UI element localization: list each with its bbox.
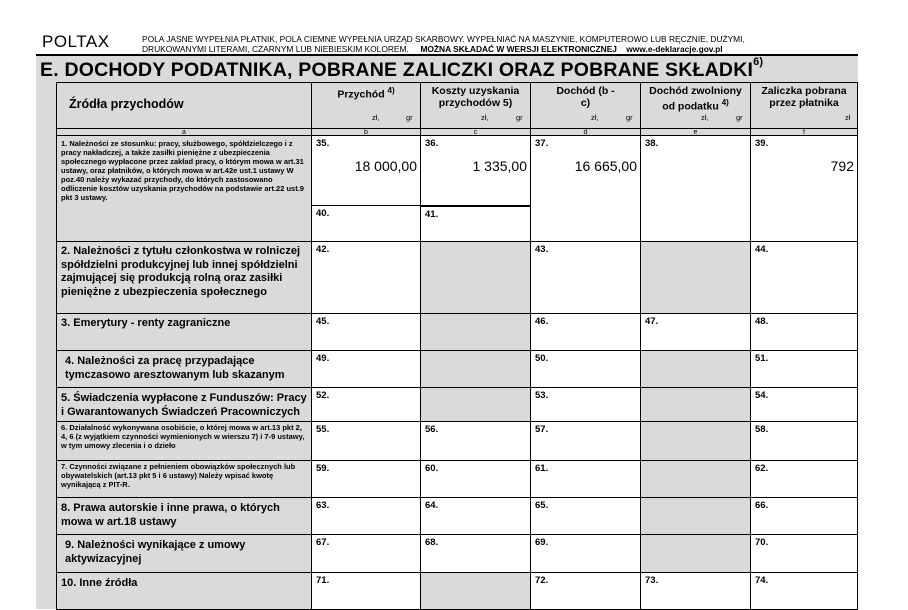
field-54[interactable]	[750, 387, 858, 422]
column-letter-e: e	[640, 128, 751, 136]
column-header-b	[311, 82, 421, 129]
field-56-number: 56.	[425, 424, 439, 435]
field-60-number: 60.	[425, 463, 439, 474]
field-63[interactable]	[311, 497, 421, 535]
field-40-number: 40.	[316, 208, 330, 219]
row-9-label: 9. Należności wynikające z umowy aktywizacyjnej	[56, 534, 312, 573]
field-43[interactable]	[530, 241, 641, 314]
field-39-value: 792	[830, 158, 854, 174]
row-2-cell-e	[640, 241, 751, 314]
field-36[interactable]	[420, 135, 531, 206]
column-header-b-title-text: Przychód	[337, 88, 385, 101]
row-10-label: 10. Inne źródła	[56, 572, 312, 610]
field-41[interactable]	[420, 205, 531, 242]
field-35-value: 18 000,00	[354, 158, 417, 174]
field-69-number: 69.	[535, 537, 549, 548]
field-68-number: 68.	[425, 537, 439, 548]
field-46[interactable]	[530, 313, 641, 351]
field-56[interactable]	[420, 421, 531, 461]
column-header-f	[750, 82, 858, 129]
field-52-number: 52.	[316, 390, 330, 401]
column-header-b-unit-zl: zł,	[372, 113, 380, 122]
column-header-a-title: Źródła przychodów	[69, 97, 184, 111]
field-70-number: 70.	[755, 537, 769, 548]
field-35[interactable]	[311, 135, 421, 206]
field-41-number: 41.	[425, 209, 439, 220]
column-header-e	[640, 82, 751, 129]
field-59[interactable]	[311, 460, 421, 498]
field-53[interactable]	[530, 387, 641, 422]
instructions-url: www.e-deklaracje.gov.pl	[626, 44, 723, 54]
row-6-label: 6. Działalność wykonywana osobiście, o której mowa w art.13 pkt 2, 4, 6 (z wyjątkiem czynności wymienionych w wierszu 7) i 7-9 ustawy, w tym umowy zlecenia i o dzieło	[56, 421, 312, 461]
field-54-number: 54.	[755, 390, 769, 401]
field-68[interactable]	[420, 534, 531, 573]
column-header-f-title: Zaliczka pobrana przez płatnika	[761, 85, 847, 109]
column-header-b-footnote: 4)	[387, 86, 395, 95]
row-5-label: 5. Świadczenia wypłacone z Funduszów: Pracy i Gwarantowanych Świadczeń Pracowniczych	[56, 387, 312, 422]
column-header-e-unit-gr: gr	[736, 113, 743, 122]
field-58[interactable]	[750, 421, 858, 461]
income-table	[56, 82, 858, 609]
column-header-b-title	[312, 83, 420, 101]
field-53-number: 53.	[535, 390, 549, 401]
column-header-e-footnote: 4)	[721, 98, 729, 107]
field-72-number: 72.	[535, 575, 549, 586]
row-3-cell-c	[420, 313, 531, 351]
field-73[interactable]	[640, 572, 751, 610]
field-44[interactable]	[750, 241, 858, 314]
section-title-footnote: 6)	[753, 56, 764, 68]
field-49[interactable]	[311, 350, 421, 388]
row-7-label: 7. Czynności związane z pełnieniem obowiązków społecznych lub obywatelskich (art.13 pkt 5 i 6 ustawy) Należy wpisać kwotę wynikającą z PIT-R.	[56, 460, 312, 498]
field-50[interactable]	[530, 350, 641, 388]
field-49-number: 49.	[316, 353, 330, 364]
column-header-d-title: Dochód (b - c)	[556, 85, 615, 109]
column-header-a	[56, 82, 312, 129]
field-37[interactable]	[530, 135, 641, 242]
field-70[interactable]	[750, 534, 858, 573]
field-39-number: 39.	[755, 138, 769, 149]
row-8-cell-e	[640, 497, 751, 535]
field-61-number: 61.	[535, 463, 549, 474]
section-e	[36, 56, 858, 609]
field-52[interactable]	[311, 387, 421, 422]
field-74-number: 74.	[755, 575, 769, 586]
column-header-d	[530, 82, 641, 129]
field-55-number: 55.	[316, 424, 330, 435]
field-46-number: 46.	[535, 316, 549, 327]
field-69[interactable]	[530, 534, 641, 573]
field-42-number: 42.	[316, 244, 330, 255]
field-62-number: 62.	[755, 463, 769, 474]
field-45-number: 45.	[316, 316, 330, 327]
field-38-number: 38.	[645, 138, 659, 149]
column-header-d-unit-zl: zł,	[591, 113, 599, 122]
row-3-label: 3. Emerytury - renty zagraniczne	[56, 313, 312, 351]
field-67-number: 67.	[316, 537, 330, 548]
field-35-number: 35.	[316, 138, 330, 149]
field-40[interactable]	[311, 205, 421, 242]
field-45[interactable]	[311, 313, 421, 351]
field-37-number: 37.	[535, 138, 549, 149]
row-4-cell-e	[640, 350, 751, 388]
field-74[interactable]	[750, 572, 858, 610]
column-header-c-unit-gr: gr	[516, 113, 523, 122]
field-61[interactable]	[530, 460, 641, 498]
field-72[interactable]	[530, 572, 641, 610]
field-50-number: 50.	[535, 353, 549, 364]
row-4-label: 4. Należności za pracę przypadające tymczasowo aresztowanym lub skazanym	[56, 350, 312, 388]
instructions-line-2	[142, 44, 745, 54]
column-letter-c: c	[420, 128, 531, 136]
column-header-d-unit-gr: gr	[626, 113, 633, 122]
row-6-cell-e	[640, 421, 751, 461]
field-62[interactable]	[750, 460, 858, 498]
field-57[interactable]	[530, 421, 641, 461]
form-instructions	[142, 34, 745, 54]
column-letter-a: a	[56, 128, 312, 136]
row-4-cell-c	[420, 350, 531, 388]
field-60[interactable]	[420, 460, 531, 498]
column-header-c-unit-zl: zł,	[481, 113, 489, 122]
field-66-number: 66.	[755, 500, 769, 511]
column-header-c	[420, 82, 531, 129]
instructions-electronic: MOŻNA SKŁADAĆ W WERSJI ELEKTRONICZNEJ	[420, 44, 617, 54]
column-letter-b: b	[311, 128, 421, 136]
field-58-number: 58.	[755, 424, 769, 435]
field-51[interactable]	[750, 350, 858, 388]
field-65-number: 65.	[535, 500, 549, 511]
column-header-f-unit-zl: zł	[845, 113, 851, 122]
field-39[interactable]	[750, 135, 858, 242]
section-title	[40, 56, 764, 82]
row-5-cell-e	[640, 387, 751, 422]
field-71[interactable]	[311, 572, 421, 610]
row-5-cell-c	[420, 387, 531, 422]
field-73-number: 73.	[645, 575, 659, 586]
field-38[interactable]	[640, 135, 751, 242]
field-42[interactable]	[311, 241, 421, 314]
field-71-number: 71.	[316, 575, 330, 586]
field-64-number: 64.	[425, 500, 439, 511]
column-letter-f: f	[750, 128, 858, 136]
instructions-line-2-part-1: DRUKOWANYMI LITERAMI, CZARNYM LUB NIEBIESKIM KOLOREM.	[142, 44, 409, 54]
column-header-e-unit-zl: zł,	[701, 113, 709, 122]
field-63-number: 63.	[316, 500, 330, 511]
column-header-e-title-text: Dochód zwolniony od podatku	[649, 85, 742, 113]
column-header-b-unit-gr: gr	[406, 113, 413, 122]
row-2-cell-c	[420, 241, 531, 314]
column-header-e-title	[641, 83, 750, 113]
field-59-number: 59.	[316, 463, 330, 474]
row-9-cell-e	[640, 534, 751, 573]
field-43-number: 43.	[535, 244, 549, 255]
field-44-number: 44.	[755, 244, 769, 255]
row-2-label: 2. Należności z tytułu członkostwa w rolniczej spółdzielni produkcyjnej lub innej spółdzielni zajmującej się produkcją rolną oraz zasiłki pieniężne z ubezpieczenia społecznego	[56, 241, 312, 314]
field-65[interactable]	[530, 497, 641, 535]
form-logo: POLTAX	[42, 32, 110, 51]
instructions-line-1: POLA JASNE WYPEŁNIA PŁATNIK, POLA CIEMNE WYPEŁNIA URZĄD SKARBOWY. WYPEŁNIAĆ NA MASZYNIE, KOMPUTEROWO LUB RĘCZNIE, DUŻYMI,	[142, 34, 745, 44]
column-header-c-title: Koszty uzyskania przychodów 5)	[431, 85, 520, 109]
row-7-cell-e	[640, 460, 751, 498]
field-64[interactable]	[420, 497, 531, 535]
field-66[interactable]	[750, 497, 858, 535]
field-55[interactable]	[311, 421, 421, 461]
field-36-number: 36.	[425, 138, 439, 149]
field-51-number: 51.	[755, 353, 769, 364]
row-8-label: 8. Prawa autorskie i inne prawa, o których mowa w art.18 ustawy	[56, 497, 312, 535]
field-48-number: 48.	[755, 316, 769, 327]
section-title-text: E. DOCHODY PODATNIKA, POBRANE ZALICZKI ORAZ POBRANE SKŁADKI	[40, 59, 754, 81]
column-letter-d: d	[530, 128, 641, 136]
field-47[interactable]	[640, 313, 751, 351]
field-57-number: 57.	[535, 424, 549, 435]
field-37-value: 16 665,00	[574, 158, 637, 174]
field-47-number: 47.	[645, 316, 659, 327]
section-left-strip	[36, 82, 56, 609]
field-67[interactable]	[311, 534, 421, 573]
field-48[interactable]	[750, 313, 858, 351]
row-10-cell-c	[420, 572, 531, 610]
field-36-value: 1 335,00	[472, 158, 527, 174]
row-1-label: 1. Należności ze stosunku: pracy, służbowego, spółdzielczego i z pracy nakładczej, a także zasiłki pieniężne z ubezpieczenia społecznego wypłacone przez zakład pracy, o którym mowa w art.31 ustawy, oraz płatników, o których mowa w art.42e ust.1 ustawy W poz.40 należy wykazać przychody, do których zastosowano odliczenie kosztów uzyskania przychodów na podstawie art.22 ust.9 pkt 3 ustawy.	[56, 135, 312, 242]
